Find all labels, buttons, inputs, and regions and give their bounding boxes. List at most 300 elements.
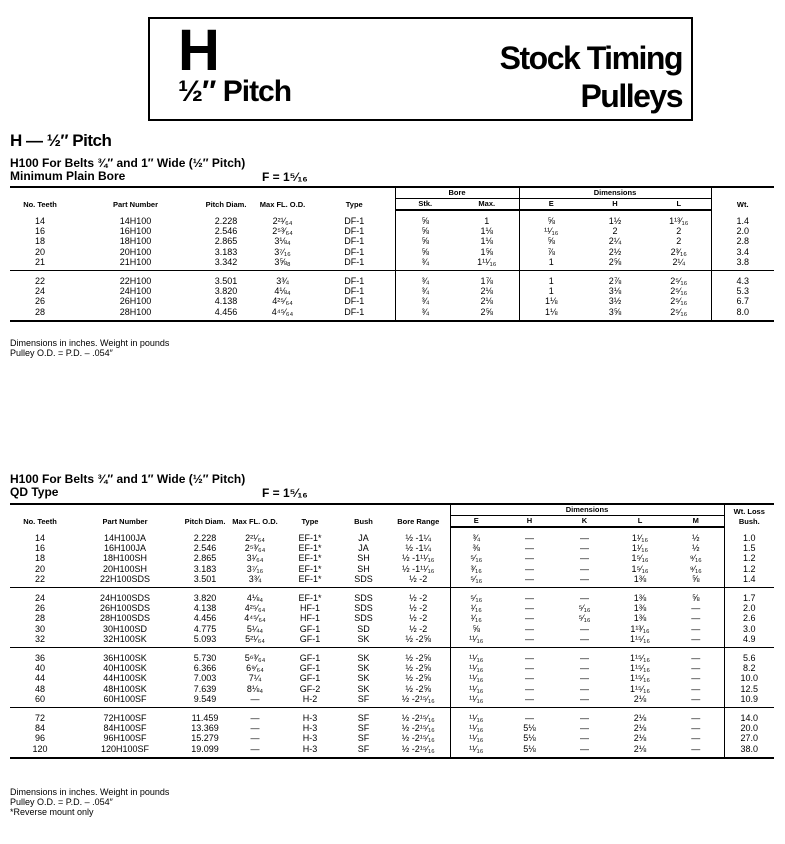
table-cell: H-3 [302,733,318,744]
header-box [148,17,693,121]
table-cell: 2⅛ [480,286,493,297]
table-cell: 36H100SK [103,653,147,664]
table-cell: ½ -2⅝ [405,663,431,674]
table-cell: 2.0 [724,603,774,613]
table-cell: 20.0 [724,723,774,733]
table-cell: 1⅞ [480,276,493,287]
table-cell: SF [357,713,370,724]
table-cell: 4.3 [711,271,774,287]
table-cell: 2⁵⁄₁₆ [647,307,711,321]
table-cell: 40H100SK [103,663,147,674]
table-cell: 32 [10,634,70,648]
table-cell: 72H100SF [103,713,147,724]
table-cell: 18H100SH [102,553,148,564]
table-cell: 3.8 [711,257,774,271]
table-cell: 30 [34,623,45,634]
table-cell: — [230,744,280,758]
table-cell: ³⁄₁₆ [450,564,502,574]
table-cell: 1⅛ [519,307,583,321]
table-cell: — [525,623,534,634]
table1-row-group [10,210,774,271]
table-cell: 8.0 [711,307,774,321]
table-cell: 2²¹⁄₆₄ [245,532,265,543]
table-cell: 1¹¹⁄₁₆ [455,257,519,271]
table-cell: — [691,653,701,664]
table-cell: ⅝ [519,210,583,226]
table-cell: — [525,653,534,664]
table-cell: 6.366 [193,663,217,674]
t2-col-max: Max FL. O.D. [230,504,280,527]
table-cell: 2⁵³⁄₆₄ [272,226,293,237]
table-cell: SK [357,663,370,674]
table-cell: 7.639 [193,683,217,694]
table-cell: 26 [34,296,45,307]
table-cell: ½ [691,533,700,543]
table-cell: 1⅝ [480,246,493,257]
table-cell: — [525,673,534,684]
t2-col-bore: Bore Range [387,504,450,527]
table-cell: — [557,574,612,588]
table-cell: DF-1 [314,257,395,271]
table-cell: 3⅛₄ [274,236,291,247]
table-cell: 5.3 [711,286,774,296]
table-row [10,624,774,634]
table-cell: 1 [519,271,583,287]
table-cell: ¹¹⁄₁₆ [450,663,502,673]
table-cell: 4.456 [201,307,251,321]
table-cell: 38.0 [724,744,774,758]
table-cell: 84H100SF [103,723,147,734]
table-cell: 24 [34,286,45,297]
table-row [10,648,774,664]
t1-col-teeth: No. Teeth [10,187,70,210]
header-pitch: ½″ Pitch [178,75,292,108]
table-cell: DF-1 [344,246,365,257]
table-cell: 1¹⁵⁄₁₆ [630,653,650,664]
table-cell: 2⁵⁄₁₆ [670,276,688,287]
table-cell: — [668,634,724,648]
table-cell: — [668,744,724,758]
table-cell: H-3 [280,744,340,758]
t2-col-part: Part Number [70,504,180,527]
table-cell: 1⁵⁄₁₆ [631,553,649,564]
table-cell: EF-1* [298,563,322,574]
table-cell: — [691,723,701,734]
table-cell: 44H100SK [103,673,147,684]
table-cell: H-3 [302,723,318,734]
table-row [10,723,774,733]
table-cell: ⁵⁄₁₆ [578,613,591,624]
table-cell: SDS [354,603,373,614]
table-cell: 1.0 [724,527,774,543]
table2-row-group [10,708,774,758]
t1-col-maxb: Max. [455,199,519,211]
table-cell: ½ -2¹⁵⁄₁₆ [387,694,450,708]
table-cell: — [557,694,612,708]
table-cell: ½ -1¹¹⁄₁₆ [402,563,435,574]
table-cell: 1¹⁵⁄₁₆ [630,673,650,684]
table-cell: 4⁴⁵⁄₆₄ [244,613,266,624]
table-cell: SH [357,563,370,574]
table2 [10,503,774,759]
table-cell: 2⅛ [633,713,647,724]
table-cell: — [250,723,260,734]
table-cell: 2.546 [193,543,217,554]
table-cell: 2¼ [608,236,622,247]
t1-col-stk: Stk. [395,199,455,211]
table-cell: 24 [34,593,45,604]
table-cell: 2⁵⁄₁₆ [670,286,688,297]
table-cell: 5⁶³⁄₆₄ [244,653,266,664]
table-cell: SK [357,653,370,664]
table-cell: — [250,733,260,744]
table-cell: 28 [34,613,45,624]
table-row [10,257,774,271]
table1-row-group [10,271,774,321]
table-cell: ⅝ [519,236,583,246]
table-cell: 22 [10,574,70,588]
table-cell: SDS [354,593,373,604]
table-cell: 5.730 [193,653,217,664]
table-row [10,271,774,287]
table-cell: GF-1 [299,653,321,664]
table-cell: 2⅛ [633,733,647,744]
table-cell: 20H100 [119,246,152,257]
table-cell: 9.549 [180,694,230,708]
table-cell: ⅝ [395,210,455,226]
table-cell: 1¹⁵⁄₁₆ [630,683,650,694]
table-cell: 22H100 [119,276,152,287]
table1-note: Dimensions in inches. Weight in pounds [10,338,170,348]
table-row [10,247,774,257]
table-cell: — [525,563,534,574]
table-cell: 3⅛ [608,286,622,297]
table-cell: 28H100 [70,307,201,321]
table-cell: 4⅛₄ [246,593,264,604]
t2-col-h: H [502,516,557,528]
table-cell: EF-1* [298,593,322,604]
table-cell: 2 [612,226,618,237]
table2-subtitle-line1: H100 For Belts ¾″ and 1″ Wide (½″ Pitch) [10,472,246,486]
table-cell: 1⁵⁄₁₆ [631,563,649,574]
table-cell: 96 [34,733,45,744]
t1-col-pitch: Pitch Diam. [201,187,251,210]
table-cell: ¾ [395,257,455,271]
table-cell: 12.5 [724,684,774,694]
table2-note: *Reverse mount only [10,807,94,817]
table-row [10,543,774,553]
table-cell: EF-1* [280,574,340,588]
t1-col-part: Part Number [70,187,201,210]
table-cell: 1.4 [711,210,774,226]
table-cell: 22 [34,276,45,287]
table-cell: JA [358,543,369,554]
table-cell: ½ -2⅝ [405,683,431,694]
table-cell: ⁵⁄₁₆ [450,574,502,588]
table-cell: 26H100 [119,296,152,307]
table1-note: Pulley O.D. = P.D. – .054″ [10,348,113,358]
table-cell: — [525,713,534,724]
table-cell: 3.501 [214,276,238,287]
table-cell: 21H100 [70,257,201,271]
table-cell: — [580,653,589,664]
table-cell: — [525,553,534,564]
table-cell: 8⅛₄ [246,683,264,694]
table-row [10,744,774,758]
table-cell: 3.183 [193,563,217,574]
table-cell: 4.775 [193,623,217,634]
table-cell: 48 [34,683,45,694]
table-cell: ½ -2⅝ [405,653,431,664]
table-cell: — [580,623,589,634]
table-cell: ⅝ [395,247,455,257]
table-cell: ⁵⁄₁₆ [450,553,502,563]
table-cell: 4²⁵⁄₆₄ [272,296,293,307]
table-cell: — [580,663,589,674]
table-cell: DF-1 [314,307,395,321]
t2-col-e: E [450,516,502,528]
table-cell: 2 [676,236,682,247]
table-cell: 2.546 [214,226,238,237]
table-row [10,708,774,724]
table-cell: H-2 [280,694,340,708]
table-cell: 1¹⁵⁄₁₆ [612,634,668,648]
table-cell: — [691,623,701,634]
table-cell: — [557,634,612,648]
table-cell: 3⅝₈ [251,257,314,271]
t2-col-l: L [612,516,668,528]
table-cell: 20H100SH [102,563,148,574]
table-cell: 3.183 [214,246,238,257]
table-cell: 2⅞ [608,276,622,287]
header-title-line1: Stock Timing [499,40,682,76]
table-cell: ⁹⁄₁₆ [689,553,702,564]
header-title [500,39,682,115]
table-cell: SK [357,673,370,684]
table-cell: 96H100SF [103,733,147,744]
table-row [10,733,774,743]
table-cell: 2⁵⁄₁₆ [670,296,688,307]
table-cell: ⅝ [691,593,700,604]
table-cell: ⁵⁄₁₆ [450,588,502,604]
table-cell: 6⁹⁄₆₄ [246,663,264,674]
table-cell: 26H100SDS [99,603,151,614]
t1-col-e: E [519,199,583,211]
table-cell: — [580,533,589,543]
table-cell: — [691,613,701,624]
table1-f-label: F = 1⁵⁄₁₆ [262,170,308,184]
table-cell: 27.0 [724,733,774,743]
table-cell: 1⅜ [633,593,647,604]
table-cell: 3¾ [230,574,280,588]
table-cell: GF-1 [280,634,340,648]
table-cell: — [580,733,589,744]
table-row [10,613,774,623]
header-letter: H [178,18,219,83]
table1-subtitle-line1: H100 For Belts ¾″ and 1″ Wide (½″ Pitch) [10,156,246,170]
table-cell: 3⅝ [583,307,647,321]
t2-col-pitch: Pitch Diam. [180,504,230,527]
table-cell: 3½ [608,296,622,307]
table-cell: 4.9 [724,634,774,648]
table-cell: 2⅝ [455,307,519,321]
table-cell: ⁹⁄₁₆ [689,563,702,574]
table-cell: DF-1 [344,226,365,237]
table-cell: 1¹³⁄₁₆ [669,216,689,226]
table-cell: 10.9 [724,694,774,708]
table-cell: 1¹⁵⁄₁₆ [630,663,650,674]
table2-note: Pulley O.D. = P.D. – .054″ [10,797,113,807]
table-cell: 60 [10,694,70,708]
t1-col-type: Type [314,187,395,210]
table-cell: ½ -1¼ [405,532,431,543]
table-cell: ¹¹⁄₁₆ [519,226,583,236]
table-cell: HF-1 [300,613,320,624]
table-cell: 7¼ [248,673,262,684]
table-cell: 4.456 [193,613,217,624]
table-cell: 2⅝ [583,257,647,271]
table-cell: 1.4 [724,574,774,588]
table-cell: 1⅛ [480,236,493,247]
table-row [10,694,774,708]
table-cell: SH [357,553,370,564]
table-cell: — [557,744,612,758]
table-cell: 2 [676,226,682,237]
table-cell: 1⅜ [612,574,668,588]
table-cell: DF-1 [344,215,365,226]
table-cell: 1.7 [724,588,774,604]
table-cell: 6.7 [711,296,774,306]
table-cell: 2.228 [214,215,238,226]
table-cell: SF [357,733,370,744]
table-cell: ½ -2¹⁵⁄₁₆ [387,744,450,758]
table-cell: GF-2 [299,683,321,694]
table-cell: 18 [34,236,45,247]
table-cell: — [580,563,589,574]
table-cell: 1¹⁄₁₆ [631,533,649,543]
table-cell: GF-1 [299,673,321,684]
table-cell: ½ -2⅝ [387,634,450,648]
table-cell: 1.2 [724,564,774,574]
table-cell: ½ -2 [409,623,428,634]
table-cell: — [525,603,534,614]
table-cell: 14 [34,215,45,226]
table-row [10,684,774,694]
table-cell: 4⅛₄ [274,286,291,297]
table-cell: 14H100 [119,215,152,226]
table-cell: ⅝ [668,574,724,588]
table-cell: 5¼₄ [246,623,264,634]
table-row [10,673,774,683]
table-cell: DF-1 [344,296,365,307]
table-cell: 20 [34,563,45,574]
table-cell: 48H100SK [103,683,147,694]
table-cell: 14 [34,532,45,543]
table-cell: 28H100SDS [99,613,151,624]
table-cell: ½ -2 [409,603,428,614]
table-cell: GF-1 [299,623,321,634]
table1 [10,186,774,322]
table-cell: ¹⁄₁₆ [450,613,502,623]
table-cell: 84 [34,723,45,734]
table2-subtitle-line2: QD Type [10,485,59,499]
table-cell: ⁵⁄₁₆ [578,603,591,614]
table-cell: 3.501 [180,574,230,588]
t2-col-dims: Dimensions [450,504,724,516]
table2-f-label: F = 1⁵⁄₁₆ [262,486,308,500]
table-row [10,236,774,246]
t2-col-m: M [668,516,724,528]
table-cell: 11.459 [191,713,219,724]
table-row [10,210,774,226]
table-cell: — [525,683,534,694]
table-cell: 2⅛ [480,296,493,307]
table-cell: — [580,673,589,684]
table-cell: — [250,713,260,724]
table-cell: — [525,663,534,674]
table-cell: 1⅜ [633,603,647,614]
table-cell: ¹¹⁄₁₆ [450,723,502,733]
table-cell: 2⁵³⁄₆₄ [244,543,266,554]
table-row [10,564,774,574]
table-cell: 44 [34,673,45,684]
table-cell: ¹¹⁄₁₆ [450,733,502,743]
table-row [10,634,774,648]
table-cell: 4⁴⁵⁄₆₄ [251,307,314,321]
table-cell: 30H100SD [102,623,148,634]
table-cell: ¹¹⁄₁₆ [450,673,502,683]
table-cell: — [525,533,534,543]
table-cell: 60H100SF [70,694,180,708]
table-cell: ⅞ [519,247,583,257]
table-cell: 120 [10,744,70,758]
table-cell: ½ -2 [387,574,450,588]
table-cell: 5⅛ [523,733,536,744]
table-cell: — [525,543,534,554]
table-cell: ¹¹⁄₁₆ [450,694,502,708]
table-cell: 1.5 [724,543,774,553]
table-cell: 40 [34,663,45,674]
table-cell: 4²⁵⁄₆₄ [244,603,266,614]
table-cell: ⅜ [450,543,502,553]
table-cell: ⅝ [395,226,455,236]
table-row [10,286,774,296]
table-cell: 15.279 [191,733,219,744]
table-cell: ¹¹⁄₁₆ [450,634,502,648]
table-cell: 16H100JA [103,543,147,554]
table-cell: — [691,683,701,694]
table-row [10,553,774,563]
table-cell: DF-1 [344,236,365,247]
table-cell: 4.138 [193,603,217,614]
table-cell: 2.865 [193,553,217,564]
table-cell: 2⅛ [612,694,668,708]
table-cell: ¾ [395,296,455,306]
table-cell: 3⁷⁄₁₆ [274,246,291,257]
table-cell: 1 [519,286,583,296]
table-cell: 1 [484,216,490,226]
table2-row-group [10,648,774,708]
table-row [10,226,774,236]
table-cell: SF [340,744,387,758]
table-cell: 2³⁄₁₆ [670,246,687,257]
table-cell: 32H100SK [70,634,180,648]
table-cell: 5⅛ [523,723,536,734]
table-cell: ¹¹⁄₁₆ [450,684,502,694]
table-cell: 72 [34,713,45,724]
table2-row-group [10,527,774,588]
table-cell: 20 [34,246,45,257]
